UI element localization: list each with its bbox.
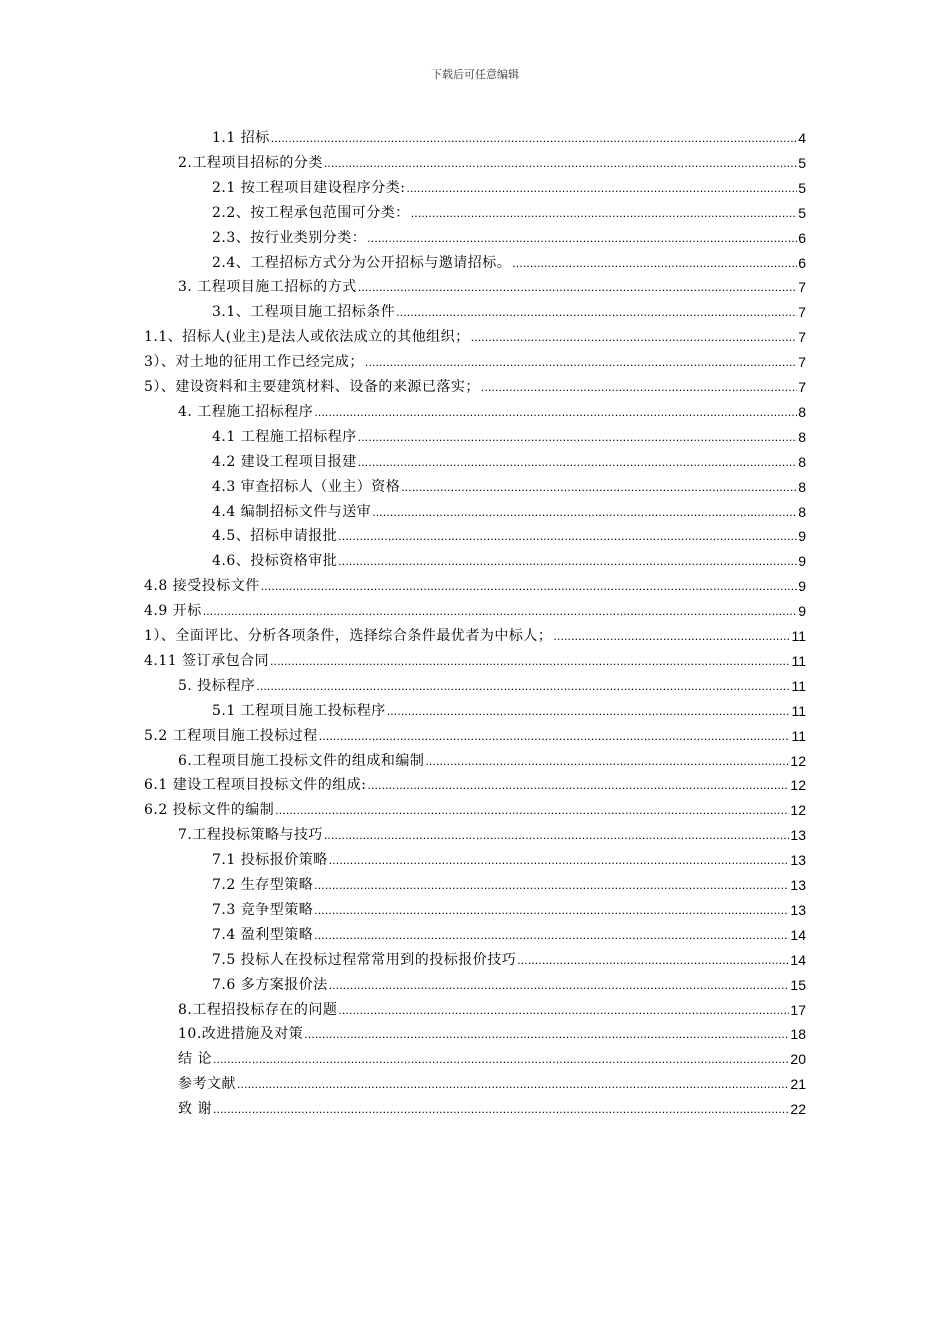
toc-page-number: 5	[798, 154, 806, 171]
toc-dot-leader	[237, 1074, 789, 1094]
toc-dot-leader	[324, 153, 797, 173]
toc-entry-label: 1.1 招标	[212, 130, 270, 146]
toc-entry-label: 8.工程招投标存在的问题	[178, 1001, 338, 1018]
toc-entry[interactable]	[144, 599, 806, 621]
toc-entry[interactable]	[178, 674, 806, 696]
toc-dot-leader	[338, 551, 797, 571]
toc-page-number: 5	[798, 179, 806, 196]
toc-page-number: 9	[798, 528, 806, 545]
toc-dot-leader	[471, 327, 798, 347]
toc-entry-label: 5.2 工程项目施工投标过程	[144, 727, 318, 744]
toc-page-number: 4	[798, 130, 806, 146]
toc-page-number: 20	[790, 1051, 806, 1068]
toc-dot-leader	[406, 178, 797, 198]
toc-entry-label: 结 论	[178, 1051, 212, 1068]
toc-dot-leader	[314, 900, 789, 920]
toc-entry[interactable]	[178, 151, 806, 173]
toc-dot-leader	[319, 726, 791, 746]
toc-entry-label: 4.3 审查招标人（业主）资格	[212, 478, 401, 495]
toc-page-number: 21	[790, 1076, 806, 1093]
toc-dot-leader	[425, 751, 789, 771]
toc-entry-label: 7.2 生存型策略	[212, 877, 314, 893]
toc-page-number: 8	[798, 428, 806, 445]
toc-entry[interactable]	[212, 923, 806, 945]
toc-entry[interactable]	[144, 325, 806, 347]
toc-entry[interactable]	[178, 823, 806, 845]
toc-entry-label: 4.2 建设工程项目报建	[212, 453, 357, 470]
toc-entry-label: 参考文献	[178, 1076, 236, 1093]
toc-page-number: 14	[790, 951, 806, 968]
toc-entry-label: 4.4 编制招标文件与送审	[212, 503, 372, 520]
toc-entry-label: 4. 工程施工招标程序	[178, 403, 314, 420]
toc-dot-leader	[517, 950, 789, 970]
toc-entry-label: 4.9 开标	[144, 603, 202, 620]
toc-entry-label: 7.4 盈利型策略	[212, 926, 314, 943]
toc-entry-label: 2.2、按工程承包范围可分类：	[212, 204, 410, 221]
toc-dot-leader	[358, 277, 797, 297]
toc-entry-label: 4.11 签订承包合同	[144, 652, 270, 669]
toc-entry-label: 5）、建设资料和主要建筑材料、设备的来源已落实；	[144, 379, 480, 395]
toc-dot-leader	[275, 800, 789, 820]
toc-entry[interactable]	[178, 749, 806, 771]
toc-dot-leader	[358, 452, 797, 472]
toc-page-number: 13	[790, 827, 806, 844]
toc-entry[interactable]	[212, 126, 806, 148]
toc-dot-leader	[411, 203, 797, 223]
toc-dot-leader	[314, 925, 789, 945]
toc-entry-label: 4.5、招标申请报批	[212, 528, 338, 545]
toc-page-number: 7	[798, 354, 806, 371]
toc-page-number: 6	[798, 229, 806, 246]
toc-entry[interactable]	[178, 275, 806, 297]
toc-page-number: 8	[798, 403, 806, 420]
toc-dot-leader	[304, 1024, 789, 1044]
toc-entry-label: 7.1 投标报价策略	[212, 852, 328, 869]
toc-dot-leader	[203, 601, 797, 621]
toc-dot-leader	[372, 502, 797, 522]
toc-entry[interactable]	[212, 500, 806, 522]
toc-page-number: 9	[798, 603, 806, 620]
toc-entry[interactable]	[144, 724, 806, 746]
toc-entry-label: 4.8 接受投标文件	[144, 578, 260, 595]
toc-entry-label: 1）、全面评比、分析各项条件，选择综合条件最优者为中标人；	[144, 628, 553, 644]
toc-page-number: 9	[798, 553, 806, 570]
toc-page-number: 13	[790, 901, 806, 918]
toc-entry[interactable]	[212, 699, 806, 721]
toc-dot-leader	[314, 875, 789, 895]
toc-dot-leader	[387, 701, 791, 721]
toc-entry[interactable]	[212, 226, 806, 248]
toc-page-number: 12	[790, 802, 806, 819]
toc-entry-label: 6.2 投标文件的编制	[144, 802, 275, 819]
toc-page-number: 7	[798, 279, 806, 296]
toc-dot-leader	[314, 402, 797, 422]
toc-dot-leader	[481, 377, 797, 397]
toc-entry[interactable]	[212, 524, 806, 546]
toc-dot-leader	[213, 1049, 789, 1069]
toc-page-number: 7	[798, 304, 806, 321]
toc-dot-leader	[329, 850, 790, 870]
toc-entry-label: 10.改进措施及对策	[178, 1026, 304, 1043]
toc-dot-leader	[396, 302, 797, 322]
toc-entry[interactable]	[144, 350, 806, 372]
toc-page-number: 8	[798, 453, 806, 470]
toc-dot-leader	[271, 128, 797, 148]
toc-page-number: 22	[790, 1101, 806, 1118]
toc-dot-leader	[329, 975, 790, 995]
toc-page-number: 11	[791, 727, 806, 744]
toc-entry-label: 5.1 工程项目施工投标程序	[212, 702, 386, 719]
toc-entry-label: 7.5 投标人在投标过程常常用到的投标报价技巧	[212, 951, 517, 968]
toc-dot-leader	[256, 676, 790, 696]
toc-entry[interactable]	[212, 475, 806, 497]
toc-entry[interactable]	[212, 898, 806, 920]
toc-dot-leader	[338, 1000, 789, 1020]
toc-entry[interactable]	[212, 848, 806, 870]
toc-page-number: 8	[798, 478, 806, 495]
toc-page-number: 7	[798, 379, 806, 395]
toc-page-number: 12	[790, 777, 806, 794]
toc-dot-leader	[338, 526, 797, 546]
toc-entry[interactable]	[212, 201, 806, 223]
toc-dot-leader	[324, 825, 790, 845]
toc-dot-leader	[365, 352, 797, 372]
toc-entry-label: 4.1 工程施工招标程序	[212, 428, 357, 445]
toc-entry-label: 4.6、投标资格审批	[212, 553, 338, 570]
toc-entry-label: 7.6 多方案报价法	[212, 976, 328, 993]
toc-entry[interactable]	[178, 1072, 806, 1094]
toc-entry[interactable]	[212, 450, 806, 472]
toc-entry-label: 2.3、按行业类别分类：	[212, 229, 367, 246]
toc-entry[interactable]	[178, 1097, 806, 1119]
toc-entry[interactable]	[212, 300, 806, 322]
toc-dot-leader	[401, 477, 797, 497]
toc-page-number: 11	[791, 652, 806, 669]
toc-entry[interactable]	[178, 998, 806, 1020]
page-header: 下载后可任意编辑	[431, 68, 519, 81]
toc-entry[interactable]	[212, 425, 806, 447]
toc-entry[interactable]	[212, 973, 806, 995]
toc-page-number: 8	[798, 503, 806, 520]
toc-dot-leader	[358, 427, 797, 447]
toc-dot-leader	[553, 626, 790, 646]
toc-page-number: 13	[790, 877, 806, 893]
toc-dot-leader	[512, 253, 797, 273]
toc-page-number: 12	[790, 752, 806, 769]
toc-entry[interactable]	[178, 400, 806, 422]
toc-page-number: 6	[798, 254, 806, 271]
toc-page-number: 13	[790, 852, 806, 869]
toc-page-number: 14	[790, 926, 806, 943]
toc-dot-leader	[261, 576, 797, 596]
toc-dot-leader	[367, 775, 789, 795]
toc-entry-label: 3. 工程项目施工招标的方式	[178, 279, 357, 296]
toc-entry-label: 致 谢	[178, 1101, 212, 1118]
toc-entry[interactable]	[212, 251, 806, 273]
toc-entry-label: 6.工程项目施工投标文件的组成和编制	[178, 752, 425, 769]
toc-entry[interactable]	[144, 649, 806, 671]
toc-entry-label: 6.1 建设工程项目投标文件的组成:	[144, 777, 367, 794]
toc-dot-leader	[270, 651, 790, 671]
toc-page-number: 5	[798, 204, 806, 221]
toc-entry[interactable]	[144, 773, 806, 795]
toc-dot-leader	[367, 228, 797, 248]
toc-entry[interactable]	[212, 873, 806, 895]
toc-page-number: 15	[790, 976, 806, 993]
toc-page-number: 9	[798, 578, 806, 595]
toc-dot-leader	[213, 1099, 789, 1119]
toc-entry[interactable]	[144, 574, 806, 596]
toc-page-number: 17	[790, 1001, 806, 1018]
toc-entry-label: 5. 投标程序	[178, 677, 256, 694]
toc-page-number: 11	[791, 702, 806, 719]
toc-page-number: 7	[798, 329, 806, 346]
toc-page-number: 18	[790, 1026, 806, 1043]
toc-entry[interactable]	[178, 1022, 806, 1044]
toc-page-number: 11	[791, 677, 806, 694]
toc-entry[interactable]	[212, 549, 806, 571]
toc-entry-label: 2.4、工程招标方式分为公开招标与邀请招标。	[212, 254, 512, 271]
toc-entry-label: 7.3 竞争型策略	[212, 901, 314, 918]
toc-entry-label: 2.1 按工程项目建设程序分类:	[212, 179, 406, 196]
toc-entry[interactable]	[144, 798, 806, 820]
toc-entry[interactable]	[212, 948, 806, 970]
toc-entry-label: 7.工程投标策略与技巧	[178, 827, 323, 844]
toc-entry-label: 2.工程项目招标的分类	[178, 154, 323, 171]
toc-entry-label: 3）、对土地的征用工作已经完成；	[144, 354, 364, 371]
toc-entry[interactable]	[212, 176, 806, 198]
toc-entry-label: 3.1、工程项目施工招标条件	[212, 304, 396, 321]
toc-entry[interactable]	[144, 624, 806, 646]
toc-page-number: 11	[791, 628, 806, 644]
toc-entry[interactable]	[144, 375, 806, 397]
toc-entry-label: 1.1、招标人(业主)是法人或依法成立的其他组织；	[144, 329, 470, 346]
toc-entry[interactable]	[178, 1047, 806, 1069]
